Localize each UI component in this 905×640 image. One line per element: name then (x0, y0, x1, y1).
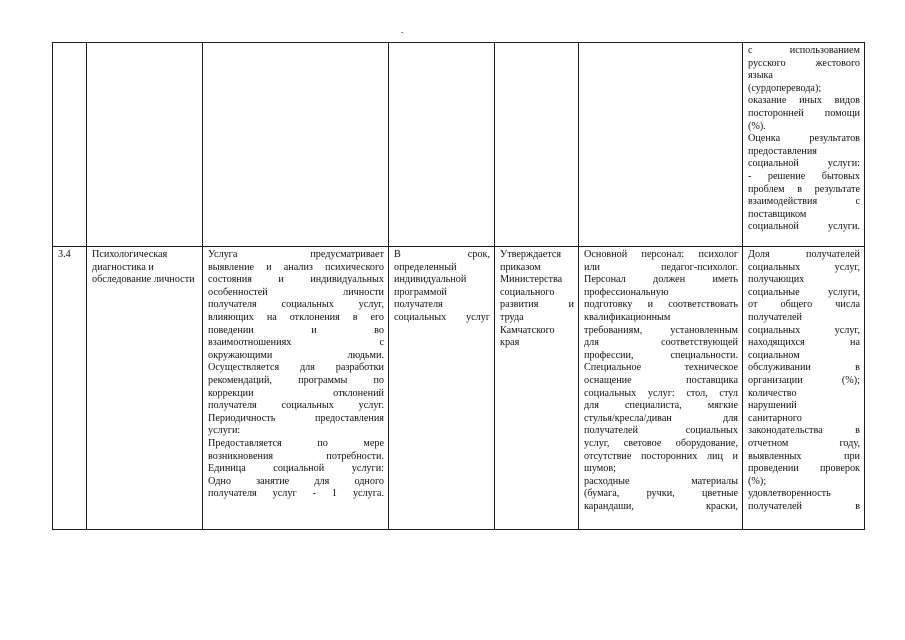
text-line: рекомендаций, программы по (208, 374, 384, 386)
text-line: получающих (748, 274, 805, 286)
text-line: социальных услуг (394, 311, 490, 323)
cell-conditions-empty (579, 43, 743, 247)
text-line: состояния и индивидуальных (208, 274, 384, 286)
text-line: социальной услуги. (748, 221, 860, 233)
text-line: программой (394, 286, 447, 298)
text-line: предоставления (748, 145, 817, 157)
text-line: получателей социальных (584, 425, 738, 437)
text-line: находящихся на (748, 337, 860, 349)
text-line: Персонал должен иметь (584, 274, 738, 286)
text-line: удовлетворенность (748, 488, 831, 500)
text-line: отсутствие посторонних лиц и (584, 450, 738, 462)
text-line: Специальное техническое (584, 362, 738, 374)
text-line: труда (500, 311, 524, 323)
text-line: края (500, 337, 520, 349)
text-line: окружающими людьми. (208, 349, 384, 361)
text-line: услуги: (208, 425, 241, 437)
cell-service-term (389, 247, 495, 530)
text-line: Одно занятие для одного (208, 475, 384, 487)
text-line: (%); (748, 475, 767, 487)
conditions-lines (584, 249, 738, 513)
text-line: возникновения потребности. (208, 450, 384, 462)
text-line: Камчатского (500, 324, 555, 336)
text-line: получателей в (748, 500, 860, 512)
text-line: законодательства в (748, 425, 860, 437)
text-line: отчетном году, (748, 437, 860, 449)
text-line: социальных услуг, (748, 324, 860, 336)
text-line: Предоставляется по мере (208, 437, 384, 449)
quality-lines (748, 249, 860, 513)
table-row-previous (53, 43, 865, 247)
text-line: или педагог-психолог. (584, 261, 738, 273)
term-lines (394, 249, 490, 325)
cell-quality-continued (743, 43, 865, 247)
cell-tariff-empty (495, 43, 579, 247)
text-line: Основной персонал: психолог (584, 249, 738, 260)
text-line: получателя (394, 299, 443, 311)
text-line: выявление и анализ психического (208, 261, 384, 273)
quality-lines-prev (748, 45, 860, 234)
text-line: особенностей личности (208, 286, 384, 298)
text-line: социальных услуг: стол, стул (584, 387, 738, 399)
cell-service-number: 3.4 (53, 247, 87, 530)
cell-service-quality (743, 247, 865, 530)
text-line: расходные материалы (584, 475, 738, 487)
text-line: карандаши, краски, (584, 500, 738, 512)
text-line: (бумага, ручки, цветные (584, 488, 738, 500)
tariff-lines (500, 249, 574, 350)
text-line: от общего числа (748, 299, 860, 311)
text-line: получателя социальных услуг, (208, 299, 384, 311)
text-line: - решение бытовых (748, 170, 860, 182)
text-line: Министерства (500, 274, 563, 286)
text-line: (%). (748, 120, 766, 132)
text-line: Периодичность предоставления (208, 412, 384, 424)
text-line: услуг, световое оборудование, (584, 437, 738, 449)
text-line: шумов; (584, 463, 616, 475)
text-line: социальные услуги, (748, 286, 860, 298)
table-row-3-4 (53, 247, 865, 530)
text-line: организации (%); (748, 374, 860, 386)
text-line: обслуживании в (748, 362, 860, 374)
text-line: влияющих на отклонения в его (208, 311, 384, 323)
text-line: социальных услуг, (748, 261, 860, 273)
text-line: поведении и во (208, 324, 384, 336)
cell-service-tariff (495, 247, 579, 530)
services-table (52, 42, 865, 530)
text-line: коррекции отклонений (208, 387, 384, 399)
text-line: для соответствующей (584, 337, 738, 349)
cell-service-conditions (579, 247, 743, 530)
text-line: Осуществляется для разработки (208, 362, 384, 374)
text-line: количество (748, 387, 797, 399)
text-line: санитарного (748, 412, 802, 424)
text-line: получателя услуг - 1 услуга. (208, 488, 384, 500)
cell-term-empty (389, 43, 495, 247)
text-line: В срок, (394, 249, 490, 260)
text-line: Утверждается (500, 249, 562, 260)
text-line: (сурдоперевода); (748, 82, 822, 94)
text-line: развития и (500, 299, 574, 311)
text-line: стулья/кресла/диван для (584, 412, 738, 424)
text-line: взаимоотношениях с (208, 337, 384, 349)
service-name: Психологическая диагностика и обследование личности (92, 249, 195, 286)
text-line: проведении проверок (748, 463, 860, 475)
text-line: нарушений (748, 400, 797, 412)
text-line: языка (748, 70, 773, 82)
text-line: приказом (500, 261, 541, 273)
text-line: выявленных при (748, 450, 860, 462)
text-line: определенный (394, 261, 457, 273)
text-line: профессии, специальности. (584, 349, 738, 361)
text-line: социальном (748, 349, 800, 361)
text-line: квалификационным (584, 311, 671, 323)
text-line: для специалиста, мягкие (584, 400, 738, 412)
text-line: оснащение поставщика (584, 374, 738, 386)
text-line: индивидуальной (394, 274, 467, 286)
text-line: взаимодействия с (748, 196, 860, 208)
text-line: Доля получателей (748, 249, 860, 260)
text-line: с использованием (748, 45, 860, 56)
text-line: требованиям, установленным (584, 324, 738, 336)
text-line: проблем в результате (748, 183, 860, 195)
text-line: получателя социальных услуг. (208, 400, 384, 412)
cell-description-empty (203, 43, 389, 247)
text-line: русского жестового (748, 57, 860, 69)
text-line: профессиональную (584, 286, 669, 298)
cell-number-empty (53, 43, 87, 247)
text-line: посторонней помощи (748, 107, 860, 119)
text-line: поставщиком (748, 208, 807, 220)
text-line: подготовку и соответствовать (584, 299, 738, 311)
description-lines (208, 249, 384, 501)
text-line: Оценка результатов (748, 133, 860, 145)
text-line: социальной услуги: (748, 158, 860, 170)
cell-name-empty (87, 43, 203, 247)
text-line: получателей (748, 311, 803, 323)
text-line: Услуга предусматривает (208, 249, 384, 260)
scan-dot (401, 32, 403, 33)
text-line: социального (500, 286, 555, 298)
text-line: Единица социальной услуги: (208, 463, 384, 475)
cell-service-description (203, 247, 389, 530)
text-line: оказание иных видов (748, 95, 860, 107)
cell-service-name (87, 247, 203, 530)
